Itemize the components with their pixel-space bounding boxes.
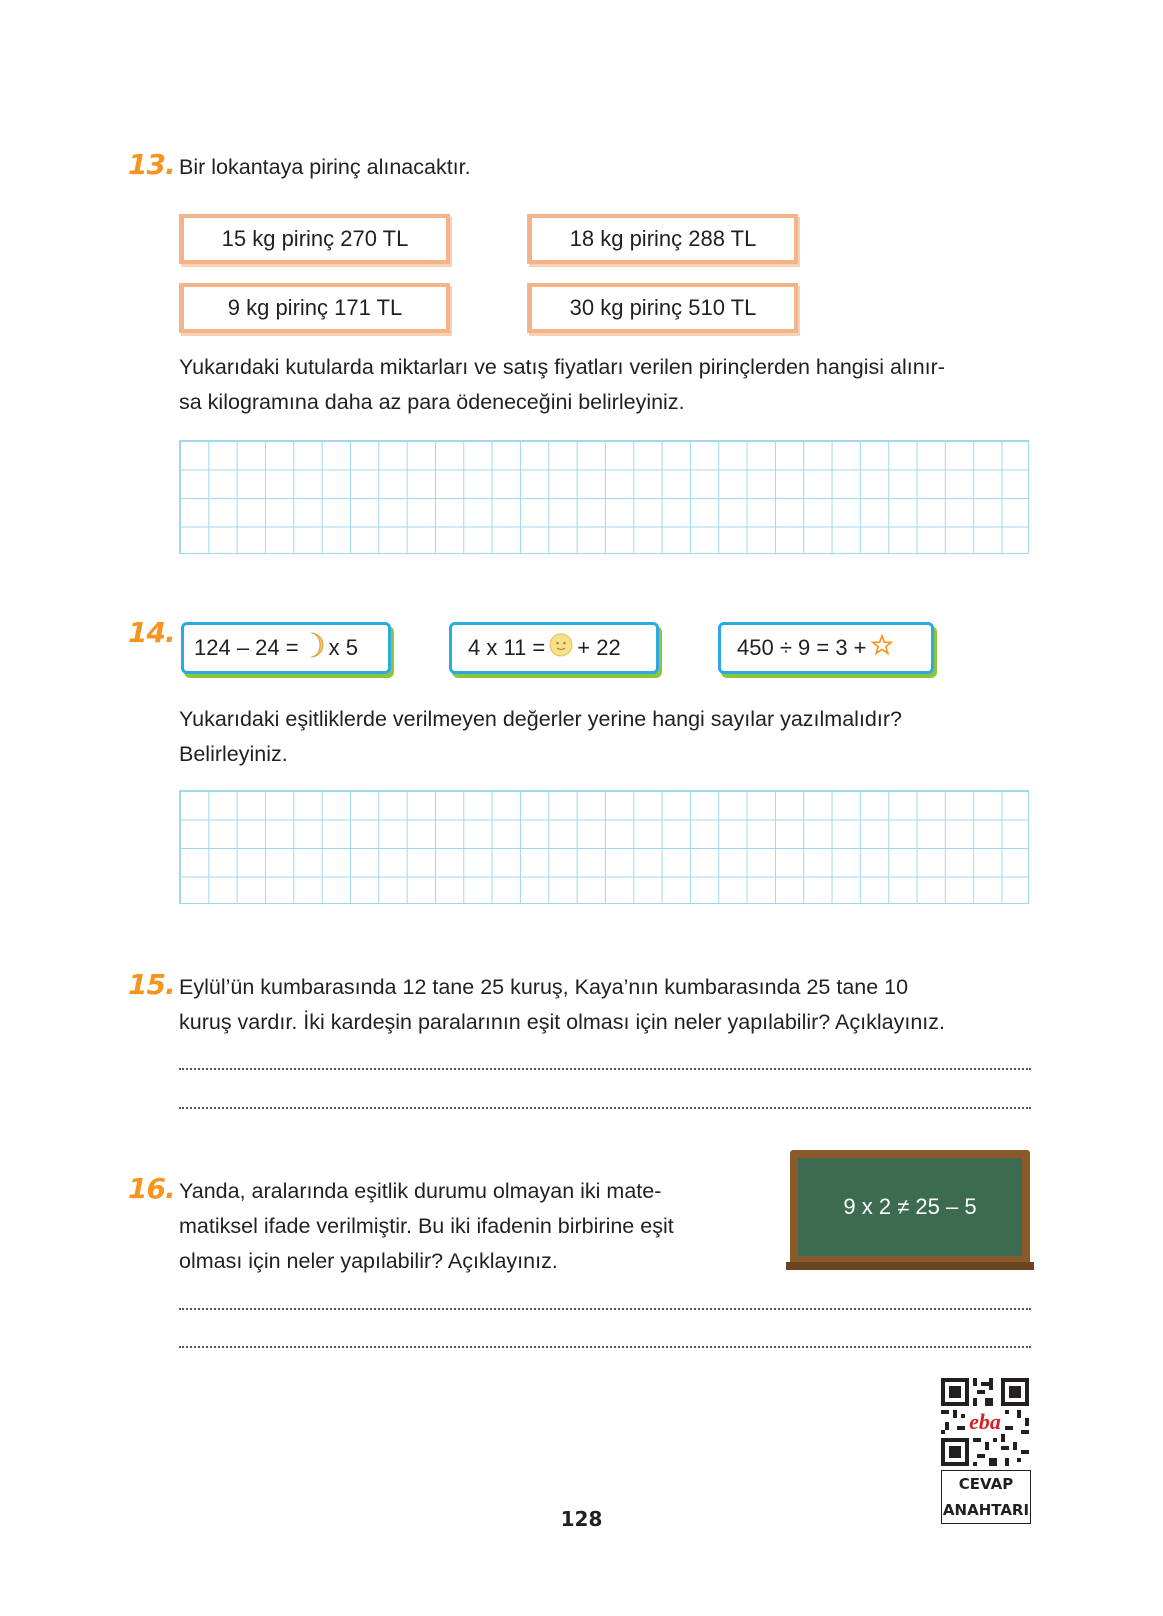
moon-icon	[303, 632, 325, 664]
equation-box-2	[449, 622, 659, 674]
eba-logo: eba	[969, 1409, 1001, 1435]
q16-question-line-3: olması için neler yapılabilir? Açıklayınız.	[179, 1249, 558, 1273]
q14-question-line-1: Yukarıdaki eşitliklerde verilmeyen değerler yerine hangi sayılar yazılmalıdır?	[179, 707, 902, 731]
eq1-right: x 5	[328, 635, 358, 660]
star-icon	[871, 634, 893, 662]
q14-question-line-2: Belirleyiniz.	[179, 742, 288, 766]
q13-intro: Bir lokantaya pirinç alınacaktır.	[179, 155, 471, 179]
qr-code-icon	[941, 1378, 1029, 1466]
q15-answer-line-2[interactable]	[179, 1097, 1031, 1109]
price-box-2: 18 kg pirinç 288 TL	[527, 214, 798, 264]
q15-answer-line-1[interactable]	[179, 1058, 1031, 1070]
q13-question-line-1: Yukarıdaki kutularda miktarları ve satış fiyatları verilen pirinçlerden hangisi alınır-	[179, 355, 945, 379]
chalkboard-text: 9 x 2 ≠ 25 – 5	[843, 1194, 977, 1219]
chalkboard-ledge	[786, 1262, 1034, 1270]
qr-code[interactable]	[941, 1378, 1029, 1466]
sun-face-icon	[549, 633, 573, 663]
q14-answer-grid[interactable]	[179, 790, 1029, 904]
q13-answer-grid[interactable]	[179, 440, 1029, 554]
price-box-4: 30 kg pirinç 510 TL	[527, 283, 798, 333]
eq2-right: + 22	[577, 635, 621, 660]
eq1-left: 124 – 24 =	[194, 635, 299, 660]
eq3-left: 450 ÷ 9 = 3 +	[737, 635, 867, 660]
question-number-14: 14.	[128, 616, 175, 649]
q16-answer-line-1[interactable]	[179, 1298, 1031, 1310]
chalkboard-surface	[798, 1158, 1022, 1256]
price-box-3: 9 kg pirinç 171 TL	[179, 283, 450, 333]
answer-key-line-1: CEVAP	[958, 1475, 1014, 1493]
chalkboard	[790, 1150, 1030, 1270]
eq2-left: 4 x 11 =	[468, 635, 546, 660]
q13-question-line-2: sa kilogramına daha az para ödeneceğini belirleyiniz.	[179, 390, 685, 414]
question-number-16: 16.	[128, 1172, 175, 1205]
question-number-15: 15.	[128, 968, 175, 1001]
equation-box-3	[718, 622, 934, 674]
answer-key-line-2: ANAHTARI	[942, 1501, 1030, 1519]
q15-question-line-1: Eylül’ün kumbarasında 12 tane 25 kuruş, Kaya’nın kumbarasında 25 tane 10	[179, 975, 909, 999]
q16-question-line-2: matiksel ifade verilmiştir. Bu iki ifadenin birbirine eşit	[179, 1214, 674, 1238]
q15-question-line-2: kuruş vardır. İki kardeşin paralarının eşit olması için neler yapılabilir? Açıklayınız.	[179, 1010, 945, 1034]
q16-question-line-1: Yanda, aralarında eşitlik durumu olmayan iki mate-	[179, 1179, 662, 1203]
page-number: 128	[560, 1507, 603, 1531]
question-number-13: 13.	[128, 148, 175, 181]
q16-answer-line-2[interactable]	[179, 1336, 1031, 1348]
equation-box-1	[181, 622, 391, 674]
price-box-1: 15 kg pirinç 270 TL	[179, 214, 450, 264]
